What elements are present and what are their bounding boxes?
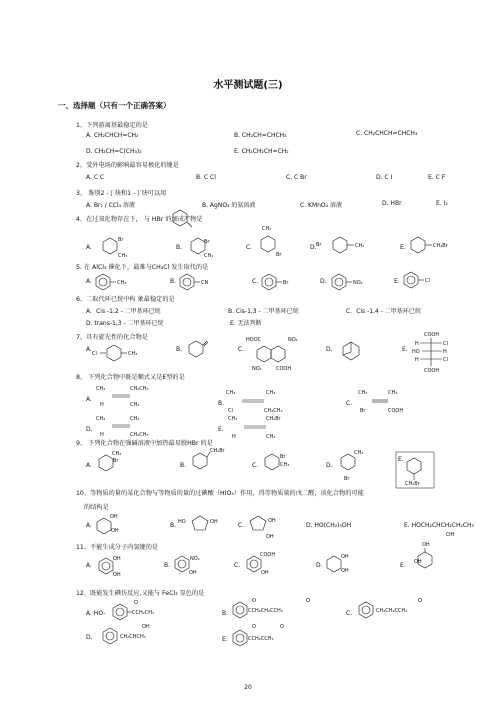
q10-option-e: E. HOCH₂CHCH₂CH₂CH₃	[404, 522, 474, 529]
svg-text:O: O	[306, 598, 310, 604]
question-8-stem: 8、 下列化合物中既是顺式又是E型的是	[76, 374, 185, 381]
q8-option-e-structure-label: E.	[218, 426, 224, 433]
q5-option-e: E.	[394, 278, 400, 285]
q5-b-benzonitrile	[178, 272, 218, 290]
svg-text:CH₂Br: CH₂Br	[433, 243, 448, 249]
q12-option-e: E.	[222, 636, 228, 643]
q12-option-d: D.	[86, 634, 93, 641]
svg-text:Cl: Cl	[228, 408, 233, 414]
q8-e-alkene	[228, 414, 292, 440]
svg-text:CH₃: CH₃	[130, 416, 140, 422]
q1-option-d: D. CH₂CH=C(CH₃)₂	[86, 148, 142, 155]
svg-text:HO: HO	[412, 349, 420, 355]
q1-option-c: C. CH₂CHCH=CHCH₃	[356, 130, 418, 137]
svg-text:COOH: COOH	[424, 332, 440, 338]
q11-c-salicylic-acid	[244, 548, 284, 578]
q2-option-d: D. C I	[376, 174, 393, 181]
svg-text:O: O	[252, 598, 256, 604]
svg-text:NO₂: NO₂	[190, 556, 200, 562]
svg-text:CH₂Br: CH₂Br	[210, 448, 225, 454]
q10-option-c: C.	[238, 522, 245, 529]
q5-c-bromobenzene	[260, 272, 300, 290]
q5-e-chlorobenzene	[402, 270, 442, 288]
svg-text:NO₂: NO₂	[288, 337, 298, 343]
q3-option-e: E. I₂	[436, 200, 448, 207]
q11-option-a: A.	[86, 562, 92, 569]
q11-option-b: B.	[164, 562, 171, 569]
svg-text:Cl: Cl	[443, 357, 448, 363]
svg-text:CH₃: CH₃	[130, 402, 140, 408]
q1-option-e: E. CH₂CH₂CH=CH₂	[234, 148, 289, 155]
q3-option-a: A. Br₂ / CCl₄ 溶液	[86, 202, 135, 209]
q9-c-structure	[262, 450, 298, 474]
q2-option-c: C. C Br	[286, 174, 307, 181]
q2-option-a: A. C C	[86, 174, 105, 181]
q4-methylcyclohexene-structure	[172, 208, 194, 230]
svg-text:CH₃: CH₃	[358, 390, 368, 396]
svg-text:Br: Br	[276, 252, 282, 258]
page-number: 20	[244, 684, 252, 691]
svg-text:CH₃: CH₃	[96, 416, 106, 422]
q4-option-e: E.	[400, 244, 406, 251]
svg-text:Br: Br	[118, 237, 124, 243]
svg-text:CH₂CH₂CCH₃: CH₂CH₂CCH₃	[376, 608, 408, 614]
q6-option-d: D. trans-1,3 - 二甲基环已烷	[86, 320, 164, 327]
q7-option-a: A.	[86, 346, 92, 353]
svg-text:CCH₂CH₃: CCH₂CH₃	[132, 610, 155, 616]
q11-a-catechol	[96, 552, 130, 580]
q11-e-diphenol	[408, 540, 448, 576]
q4-d-structure	[316, 234, 376, 252]
q7-c-structure	[246, 334, 316, 374]
q8-option-a: A.	[86, 396, 92, 403]
svg-text:OH: OH	[110, 514, 118, 520]
q10-c-cyclopentanediol	[248, 512, 288, 542]
q5-option-a: A.	[86, 278, 92, 285]
section-heading: 一、选择题（只有一个正确答案）	[58, 101, 171, 110]
q9-option-b: B.	[180, 462, 187, 469]
svg-text:OH: OH	[189, 570, 197, 576]
svg-text:CH₃: CH₃	[388, 390, 398, 396]
q10-b-cyclopentanediol	[178, 514, 234, 536]
svg-text:O: O	[280, 624, 284, 630]
svg-text:CH₃: CH₃	[128, 351, 138, 357]
q10-option-b: B.	[170, 522, 177, 529]
svg-text:CH₃: CH₃	[354, 450, 364, 456]
svg-text:CH₃: CH₃	[266, 390, 276, 396]
q11-option-e: E.	[400, 562, 406, 569]
q2-option-e: E. C F	[428, 174, 446, 181]
q4-a-structure	[96, 232, 136, 260]
svg-text:Cl: Cl	[425, 278, 430, 284]
q12-b-structure	[230, 596, 330, 620]
q12-d-structure	[100, 622, 180, 646]
q7-option-e: E.	[402, 346, 408, 353]
q3-option-b: B. AgNO₃ 的氨溶液	[202, 202, 256, 209]
svg-text:OH: OH	[113, 556, 121, 562]
question-10-stem: 10、等物质的量的某化合物与等物质的量的过碘酸（HIO₄）作用，得等物质量的戊二醛，该化合物的可能	[76, 490, 364, 497]
svg-text:OH: OH	[422, 542, 430, 548]
q7-a-structure	[92, 342, 152, 362]
svg-text:CH₂CHCH₃: CH₂CHCH₃	[120, 634, 146, 640]
q8-b-alkene	[226, 388, 288, 414]
q5-option-b: B.	[170, 278, 177, 285]
svg-text:Br: Br	[280, 454, 286, 460]
question-3-stem: 3、 鉴别2 -丁炔和1 -丁炔可以用	[76, 190, 167, 197]
svg-text:OH: OH	[111, 528, 119, 534]
q4-option-b: B.	[176, 244, 183, 251]
svg-text:NO₂: NO₂	[252, 366, 262, 372]
q10-a-cyclohexanediol	[94, 510, 126, 540]
question-7-stem: 7、具有旋光性的化合物是	[76, 334, 148, 341]
svg-text:NO₂: NO₂	[353, 280, 363, 286]
svg-text:CH₂Br: CH₂Br	[405, 481, 420, 487]
q12-option-b: B.	[222, 610, 229, 617]
svg-text:Br: Br	[360, 408, 366, 414]
q8-option-c: C.	[346, 400, 353, 407]
svg-text:OH: OH	[268, 518, 276, 524]
q10-e-oh-label: OH	[446, 532, 455, 538]
q11-option-c: C.	[234, 562, 241, 569]
svg-text:CH₂CH₃: CH₂CH₃	[130, 432, 149, 438]
svg-text:CH₃: CH₃	[355, 243, 365, 249]
q12-e-structure	[230, 622, 310, 648]
q11-d-cyclohexanediol	[324, 550, 360, 580]
svg-text:CH₃: CH₃	[226, 390, 236, 396]
q9-option-e: E.	[398, 456, 404, 463]
q9-a-structure	[96, 448, 128, 474]
q6-option-b: B. Cis-1,3 - 二甲基环已烷	[228, 308, 299, 315]
svg-text:OH: OH	[341, 568, 349, 574]
q8-d-alkene	[96, 414, 156, 438]
svg-text:CH₃: CH₃	[204, 253, 214, 259]
question-11-stem: 11、不能生成分子内氢键的是	[76, 544, 159, 551]
svg-text:CH₃: CH₃	[117, 280, 127, 286]
q7-hooc-label: HOOC	[246, 337, 262, 343]
q4-c-structure	[254, 224, 294, 260]
svg-text:CH₃: CH₃	[280, 462, 290, 468]
q7-option-b: B.	[176, 346, 183, 353]
q1-option-b: B. CH₂CH=CHCH₃	[234, 132, 287, 139]
svg-text:OH: OH	[414, 559, 422, 565]
q9-d-structure	[334, 446, 374, 486]
svg-text:Cl: Cl	[443, 341, 448, 347]
svg-text:CCH₂CCH₃: CCH₂CCH₃	[248, 636, 274, 642]
q2-option-b: B. C Cl	[196, 174, 216, 181]
svg-text:H: H	[100, 432, 104, 438]
svg-text:H: H	[415, 357, 419, 363]
q6-option-a: A．Cis -1,2 - 二甲基环已烷	[86, 308, 161, 315]
q7-d-bicyclic-structure	[340, 340, 364, 362]
svg-text:Br: Br	[344, 476, 350, 482]
svg-text:H: H	[415, 341, 419, 347]
q12-option-c: C.	[346, 610, 353, 617]
svg-text:CH₃: CH₃	[112, 451, 122, 457]
svg-text:CH₃: CH₃	[266, 434, 276, 440]
svg-text:H: H	[232, 434, 236, 440]
svg-text:CH₃: CH₃	[228, 416, 238, 422]
svg-text:H: H	[443, 349, 447, 355]
svg-text:Br: Br	[204, 239, 210, 245]
q5-d-nitrobenzene	[330, 272, 374, 290]
q4-b-structure	[184, 232, 224, 260]
q9-b-structure	[190, 446, 232, 472]
q9-option-a: A.	[86, 462, 92, 469]
question-12-stem: 12、既能发生碘仿反应,又能与 FeCl₃ 显色的是	[76, 590, 205, 597]
q8-option-d: D.	[86, 426, 93, 433]
svg-text:CH₃: CH₃	[262, 226, 272, 232]
question-4-stem: 4、在过氧化物存在下， 与 HBr 的加成产物是	[76, 216, 203, 223]
q8-option-b: B.	[218, 400, 225, 407]
question-1-stem: 1、下列游离基最稳定的是	[76, 122, 148, 129]
svg-text:OH: OH	[341, 554, 349, 560]
svg-text:COOH: COOH	[260, 552, 276, 558]
q8-c-alkene	[358, 388, 418, 414]
q6-option-e: E. 无法判断	[230, 320, 262, 327]
q5-option-c: C.	[252, 278, 259, 285]
question-2-stem: 2、受外电场的影响最容易极化的键是	[76, 162, 179, 169]
svg-text:HO: HO	[178, 519, 186, 525]
q9-e-structure	[396, 452, 436, 490]
svg-text:Cl: Cl	[92, 351, 97, 357]
q4-option-d: D.	[310, 244, 317, 251]
q3-option-c: C. KMnO₄ 溶液	[300, 202, 342, 209]
q9-option-d: D.	[326, 462, 333, 469]
svg-text:Br: Br	[113, 458, 119, 464]
question-9-stem: 9、 下列化合物在强碱溶液中加热最易脱HBr 的是	[76, 440, 213, 447]
svg-text:OH: OH	[142, 624, 150, 630]
svg-text:CH₂Br: CH₂Br	[266, 416, 281, 422]
q10-option-d: D. HO(CH₂)₅OH	[306, 522, 352, 529]
svg-text:CH₃: CH₃	[118, 253, 128, 259]
q11-option-d: D.	[316, 562, 323, 569]
page-title: 水平测试题(三)	[213, 80, 283, 91]
q3-option-d: D. HBr	[382, 200, 402, 207]
svg-text:CH₃: CH₃	[96, 386, 106, 392]
q12-a-structure	[110, 598, 190, 622]
q12-c-structure	[356, 596, 456, 620]
q12-option-a: A. HO-	[86, 610, 106, 617]
q4-option-a: A.	[86, 244, 92, 251]
svg-text:COOH: COOH	[276, 366, 292, 372]
svg-text:O: O	[418, 598, 422, 604]
q9-option-c: C.	[252, 462, 259, 469]
q7-option-d: D.	[326, 346, 333, 353]
svg-text:COOH: COOH	[388, 408, 404, 414]
svg-text:CN: CN	[201, 280, 209, 286]
q4-e-structure	[408, 234, 468, 254]
q7-b-structure	[186, 338, 210, 360]
q5-a-toluene	[94, 272, 134, 290]
svg-text:H: H	[100, 402, 104, 408]
q8-a-alkene	[96, 384, 156, 408]
question-5-stem: 5. 在 AlCl₃ 催化下，最难与CH₃Cl 发生取代的是	[76, 264, 209, 271]
svg-text:Br: Br	[283, 280, 289, 286]
svg-text:OH: OH	[210, 519, 218, 525]
svg-text:O: O	[134, 600, 138, 606]
svg-text:CH₂CH₃: CH₂CH₃	[130, 386, 149, 392]
svg-text:CCH₂CH₂CCH₃: CCH₂CH₂CCH₃	[248, 608, 283, 614]
svg-text:OH: OH	[261, 570, 269, 576]
q6-option-c: C．Cis -1,4 - 二甲基环已烷	[346, 308, 421, 315]
svg-text:OH: OH	[266, 534, 274, 540]
svg-text:CH₂CH₃: CH₂CH₃	[264, 408, 283, 414]
q4-option-c: C.	[246, 244, 253, 251]
q11-b-nitrophenol	[172, 550, 212, 578]
question-10-stem-line2: 的结构是	[84, 504, 109, 511]
svg-text:O: O	[252, 624, 256, 630]
q1-option-a: A. CH₂CHCH=CH₂	[86, 132, 139, 139]
q5-option-d: D.	[320, 278, 327, 285]
q7-e-fischer-structure	[414, 330, 454, 374]
svg-text:Br: Br	[316, 242, 322, 248]
svg-text:OH: OH	[113, 572, 121, 578]
svg-text:COOH: COOH	[424, 368, 440, 374]
q10-option-a: A.	[86, 522, 92, 529]
q7-option-c: C.	[238, 346, 245, 353]
question-6-stem: 6、二取代环已烷中构 象最稳定的是	[76, 296, 175, 303]
